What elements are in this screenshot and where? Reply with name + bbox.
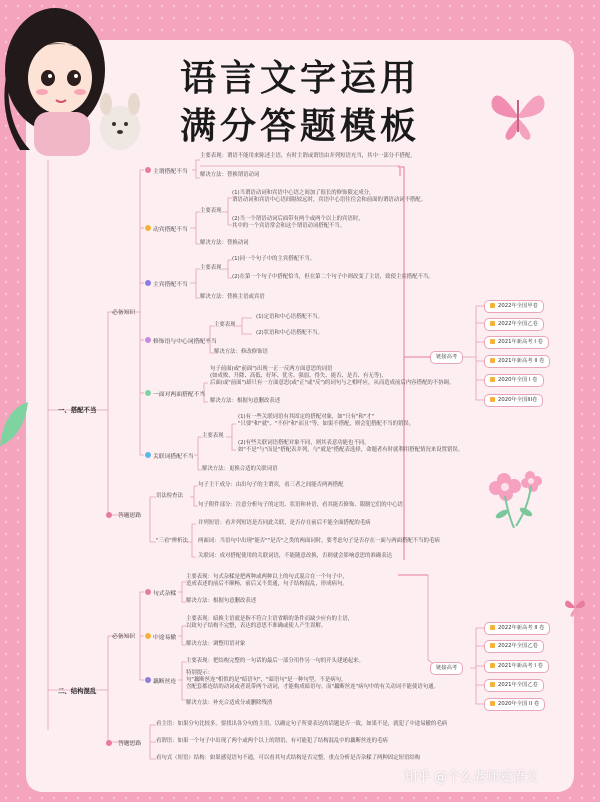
- s2-cat2-name: 中途易辙: [153, 635, 177, 641]
- s1-cat2-t3: (2)当一个谓语动词后面带有两个或两个以上的宾语时，: [232, 216, 364, 222]
- folder-icon: [490, 358, 495, 363]
- s1-cat6-t1: (1)有一些关联词语有其固定的搭配对象，如"只有"和"才": [238, 414, 375, 420]
- year-label: 2020年全国 I 卷: [498, 377, 538, 383]
- s2-cat2-solve: 解决方法：调整用语对象: [186, 641, 246, 647]
- folder-icon: [490, 339, 495, 344]
- s2-m1: 看主语：如果分句比较多，要找出各分句的主语，以确定句子所要表达的话题是否一致，如果不是，就犯了中途易辙的毛病: [156, 721, 448, 727]
- s1-exam-year: [484, 394, 543, 407]
- section1-methods: 答题思路: [118, 513, 142, 519]
- year-label: 2020年全国 II 卷: [498, 701, 540, 707]
- s1-cat6-label: 主要表现: [202, 433, 224, 439]
- bullet-icon: [106, 740, 112, 746]
- s2-exam-year: [484, 622, 550, 635]
- s1-m2-name: "三看"辨析法: [156, 538, 188, 544]
- s2-exam-label: 链接高考: [430, 662, 463, 675]
- year-label: 2020年全国III卷: [498, 397, 538, 403]
- s1-cat6-name: 关联词搭配不当: [153, 454, 194, 460]
- section2-root: 二、结构混乱: [58, 687, 97, 695]
- year-label: 2022年全国乙卷: [498, 321, 538, 327]
- year-label: 2022年全国乙卷: [498, 643, 538, 649]
- s1-cat4-name: 修饰语与中心词搭配不当: [153, 339, 217, 345]
- s1-m1-name: 语法检查法: [156, 493, 183, 499]
- s2-cat1-solve: 解决方法：根据句意删改表述: [186, 598, 257, 604]
- s2-cat3-name: 藕断丝连: [153, 679, 177, 685]
- year-label: 2022年新高考 II 卷: [498, 625, 545, 631]
- s1-exam-year: [484, 300, 544, 313]
- s2-exam-year: [484, 640, 544, 653]
- s1-cat6-solve: 解决方法：更换合适的关联词语: [202, 466, 278, 472]
- folder-icon: [490, 303, 495, 308]
- s1-cat2-label: 主要表现: [200, 208, 222, 214]
- s1-cat5-solve: 解决方法：根据句意删改表述: [210, 398, 281, 404]
- s2-exam-year: [484, 698, 545, 711]
- s1-cat4-solve: 解决方法：修改修饰语: [214, 349, 268, 355]
- s2-cat2-main: 主要表现：暗换主语就是指不符合主语省略的条件而缺少应有的主语，: [186, 616, 354, 622]
- folder-icon: [490, 321, 495, 326]
- section2-knowledge: 必备知识: [112, 634, 136, 640]
- title-line-1: 语言文字运用: [179, 58, 420, 99]
- s1-cat2-t1: (1)当谓语动词和宾语中心语之间加了很长的修饰限定成分，: [232, 190, 375, 196]
- s2-cat3-t1: 特别提示：: [186, 670, 213, 676]
- section2-methods: 答题思路: [118, 741, 142, 747]
- folder-icon: [490, 663, 495, 668]
- s1-cat2-t2: 谓语动词和宾语中心语间隔较远时，宾语中心语往往会和前面的谓语动词不搭配。: [232, 197, 427, 203]
- s1-cat6-t2: "只要"和"就"、"不但"和"而且"等，如果不搭配，则会犯搭配不当的错误。: [238, 421, 415, 427]
- folder-icon: [490, 397, 495, 402]
- s1-m2-a: 并列短语：看并列短语是否同此关联，是否存在前后不能全面搭配的毛病: [198, 520, 371, 526]
- folder-icon: [490, 643, 495, 648]
- bullet-icon: [145, 452, 151, 458]
- s2-m2: 看谓语：如果一个句子中出现了两个或两个以上的谓语，有可能犯了结构混乱中的藕断丝连的毛病: [156, 738, 388, 744]
- s1-cat3-solve: 解决方法：替换主语或宾语: [200, 294, 265, 300]
- s1-cat6-t4: 如"不是"与"而是"搭配表并列，与"就是"搭配表选择，命题者有时就利用搭配情况来设置错误。: [238, 447, 464, 453]
- s1-m1-b: 句子附件部分：注意分析句子的定语、状语和补语，看其能否修饰、限制它们的中心语: [198, 502, 403, 508]
- s1-cat6-t3: (2)有些关联词语搭配对象不同，则其表意功能也不同。: [238, 440, 370, 446]
- bullet-icon: [145, 225, 151, 231]
- s2-exam-year: [484, 679, 544, 692]
- folder-icon: [490, 701, 495, 706]
- s1-cat4-label: 主要表现: [214, 322, 236, 328]
- s2-cat3-t3: 含配套都连结的动词或者说带两个动词，才能构成暗语句。而"藕断丝连"病句中的有关动词不能使语句通。: [186, 684, 439, 690]
- bullet-icon: [145, 167, 151, 173]
- s1-cat3-t1: (1)同一个句子中的主宾搭配不当。: [232, 256, 316, 262]
- year-label: 2021年新高考 I 卷: [498, 663, 543, 669]
- year-label: 2021年新高考 I 卷: [498, 339, 543, 345]
- s2-cat1-main2: 造成表述的前后不顺畅，前后又不贯通，句子结构混乱，形成病句。: [186, 581, 348, 587]
- year-label: 2022年全国甲卷: [498, 303, 538, 309]
- bullet-icon: [145, 677, 151, 683]
- s1-cat2-name: 动宾搭配不当: [153, 227, 188, 233]
- s1-exam-year: [484, 355, 550, 368]
- s1-cat1-solve: 解决方法：替换谓语动词: [200, 172, 260, 178]
- s2-cat3-main: 主要表现：把结构完整的一句话的最后一部分用作另一句的开头建递起来。: [186, 658, 364, 664]
- bullet-icon: [145, 390, 151, 396]
- s1-cat5-t1: 句子前面(或"前面")出现一正一反两方面意思的词语: [210, 366, 333, 372]
- s1-m1-a: 句子主干成分：由出句子的主谓宾，看三者之间能否两两搭配: [198, 482, 344, 488]
- s1-cat5-t3: 后面(或"前面")却只有一方面意思(或"正"或"反")的词句与之相呼应，从而造成前后内容搭配的不协调。: [210, 380, 455, 386]
- s1-cat3-name: 主宾搭配不当: [153, 282, 188, 288]
- s1-cat3-t2: (2)在第一个句子中搭配恰当，但在第二个句子中则改变了主语，致使主宾搭配不当。: [232, 274, 434, 280]
- watermark: 知乎 @个么老师爱语文: [404, 770, 539, 785]
- s1-cat2-t4: 其中的一个宾语常会和这个谓语动词搭配不当。: [232, 223, 346, 229]
- bullet-icon: [145, 633, 151, 639]
- folder-icon: [490, 377, 495, 382]
- s1-exam-label: 链接高考: [430, 351, 463, 364]
- year-label: 2021年新高考 II 卷: [498, 358, 545, 364]
- s1-exam-year: [484, 318, 544, 331]
- folder-icon: [490, 625, 495, 630]
- s1-m2-c: 关联词：成对搭配使用的关联词语，不能随意改换，否则就会影响意思的准确表达: [198, 553, 393, 559]
- folder-icon: [490, 682, 495, 687]
- s1-cat4-t1: (1)定语和中心语搭配不当。: [256, 314, 323, 320]
- bullet-icon: [145, 589, 151, 595]
- s2-cat3-t2: 句"藕断丝连"相似的是"暗语句"，"暗语句"是一种句型，不是病句。: [186, 677, 347, 683]
- s1-cat1-name: 主谓搭配不当: [153, 169, 188, 175]
- section1-root: 一、搭配不当: [58, 406, 97, 414]
- section1-knowledge: 必备知识: [112, 310, 136, 316]
- s1-cat5-t2: (如成败、升降、高低、好坏、优劣、强弱、得失、能否、是否、有无等)，: [210, 373, 387, 379]
- title-line-2: 满分答题模板: [179, 106, 420, 147]
- s1-cat3-label: 主要表现: [200, 265, 222, 271]
- s2-cat1-name: 句式杂糅: [153, 591, 177, 597]
- s1-m2-b: 两面词：当语句中出现"能否""是否"之类的两面词时，要考虑句子是否存在一面与两面搭配不当的毛病: [198, 538, 440, 544]
- s2-exam-year: [484, 660, 549, 673]
- bullet-icon: [145, 280, 151, 286]
- s1-cat1-main: 主要表现：谓语不能用来陈述主语，有时主谓或谓语由并列短语充当，其中一部分不搭配。: [200, 153, 416, 159]
- s1-exam-year: [484, 336, 549, 349]
- year-label: 2021年全国乙卷: [498, 682, 538, 688]
- s2-cat3-solve: 解决方法：补充合适成分或删除残渣: [186, 700, 273, 706]
- s1-cat5-name: 一面对两面搭配不当: [153, 392, 206, 398]
- s1-exam-year: [484, 374, 544, 387]
- bullet-icon: [106, 512, 112, 518]
- s2-cat2-main2: 以致句子结构不完整，表达的意思不准确或使人产生误解。: [186, 623, 327, 629]
- s2-cat1-main: 主要表现：句式杂糅是把两种或两种以上的句式混合在一个句子中，: [186, 574, 348, 580]
- s1-cat2-solve: 解决方法：替换动词: [200, 240, 249, 246]
- s2-m3: 看句式（短语）结构：如果感觉语句不通，可以看其句式结构是否完整，重点分析是否杂糅了两种固定短语结构: [156, 755, 421, 761]
- bullet-icon: [145, 337, 151, 343]
- s1-cat4-t2: (2)状语和中心语搭配不当。: [256, 330, 323, 336]
